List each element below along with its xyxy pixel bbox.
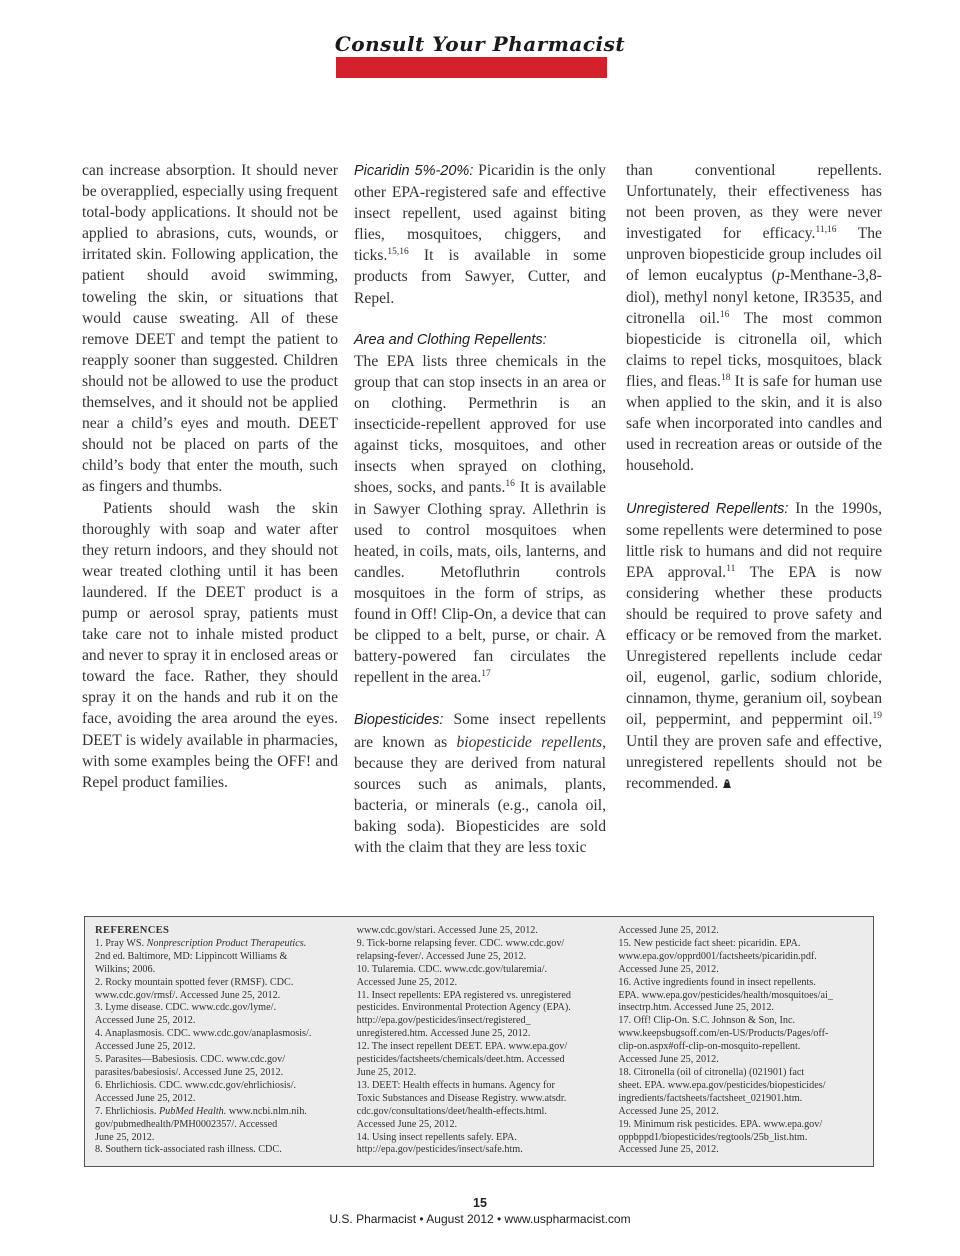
body-text: It is available in some products from Sawyer, Cutter, and Repel. [354,247,606,307]
reference-text: www.ncbi.nlm.nih. [226,1105,307,1117]
reference-line: sheet. EPA. www.epa.gov/pesticides/biopesticides/ [618,1079,826,1091]
reference-line: unregistered.htm. Accessed June 25, 2012. [356,1028,531,1040]
reference-line: clip-on.aspx#off-clip-on-mosquito-repellent. [618,1041,801,1053]
references-column-1 [95,925,340,1160]
reference-text: Accessed June 25, 2012. [95,1041,196,1053]
references-column-2 [357,925,602,1160]
citation: 16 [719,309,730,320]
header-accent-bar [336,57,607,78]
citation: 19 [872,711,882,722]
page-header [0,32,960,56]
reference-line [95,1067,340,1080]
body-text: , because they are derived from natural sources such as animals, plants, bacteria, or minerals (e.g., canola oil, baking soda). Biopesticides are sold with the claim that they are less toxic [354,733,606,856]
body-text: than conventional repellents. Unfortunately, their effectiveness has not been proven, as they were never investigated for efficacy. [626,162,882,243]
reference-line [95,1132,340,1145]
reference-text: Accessed June 25, 2012. [95,1015,196,1027]
reference-line: www.keepsbugsoff.com/en-US/Products/Pages/off- [618,1028,829,1040]
reference-line: June 25, 2012. [356,1066,417,1078]
body-text: Picaridin is the only other EPA-registered safe and effective insect repellent, used against biting flies, mosquitoes, chiggers, and ticks. [354,162,606,265]
body-text: The most common biopesticide is citronella oil, which claims to repel ticks, mosquitoes, black flies, and fleas. [626,309,882,390]
body-text: It is safe for human use when applied to the skin, and it is also safe when incorporated into candles and used in recreation areas or outside of the household. [626,372,882,475]
reference-line: 10. Tularemia. CDC. www.cdc.gov/tularemia/. [356,963,547,975]
reference-line: www.epa.gov/opprd001/factsheets/picaridin.pdf. [618,950,817,962]
paragraph-unregistered [626,498,882,794]
reference-line: EPA. www.epa.gov/pesticides/health/mosquitoes/ai_ [618,989,833,1001]
reference-text: 2nd ed. Baltimore, MD: Lippincott Williams & [95,950,288,962]
paragraph-area-clothing [354,330,606,689]
reference-line [95,964,340,977]
reference-text: Accessed June 25, 2012. [95,1092,196,1104]
reference-line: 9. Tick-borne relapsing fever. CDC. www.cdc.gov/ [356,937,565,949]
reference-text: 6. Ehrlichiosis. CDC. www.cdc.gov/ehrlichiosis/. [95,1079,297,1091]
reference-line: 18. Citronella (oil of citronella) (021901) fact [618,1066,805,1078]
citation: 11 [726,563,736,574]
reference-line: Accessed June 25, 2012. [618,1105,719,1117]
citation: 17 [481,669,491,680]
body-text: It is available in Sawyer Clothing spray. Allethrin is used to control mosquitoes when heated, in coils, mats, oils, lanterns, and candles. Metofluthrin controls mosquitoes in the form of strips, as found in Off! Clip-On, a device that can be clipped to a belt, purse, or chair. A battery-powered fan circulates the repellent in the area. [354,479,606,687]
body-text: -Menthane-3,8-diol), methyl nonyl ketone, IR3535, and citronella oil. [626,267,882,327]
reference-line: www.cdc.gov/stari. Accessed June 25, 2012. [356,925,538,936]
reference-line [95,1015,340,1028]
reference-line: Accessed June 25, 2012. [618,1144,719,1156]
reference-line: 12. The insect repellent DEET. EPA. www.epa.gov/ [356,1041,568,1053]
reference-text: June 25, 2012. [95,1131,155,1143]
text-column-3 [626,160,882,794]
reference-line: Accessed June 25, 2012. [618,963,719,975]
reference-line [95,1002,340,1015]
reference-line: 19. Minimum risk pesticides. EPA. www.epa.gov/ [618,1118,823,1130]
reference-line: 11. Insect repellents: EPA registered vs. unregistered [356,989,571,1001]
reference-line: 16. Active ingredients found in insect repellents. [618,976,816,988]
paragraph-picaridin [354,160,606,309]
reference-line [95,977,340,990]
reference-line: 17. Off! Clip-On. S.C. Johnson & Son, Inc. [618,1015,796,1027]
footer-publication-line: U.S. Pharmacist • August 2012 • www.uspharmacist.com [329,1212,631,1226]
reference-text: 1. Pray WS. [95,937,147,949]
paragraph: can increase absorption. It should never be overapplied, especially using frequent total-body applications. It should not be applied to abrasions, cuts, wounds, or irritated skin. Following application, the patient should avoid swimming, toweling the skin, or situations that would cause sweating. All of these remove DEET and tempt the patient to reapply sooner than suggested. Children should not be allowed to use the product themselves, and it should not be applied near a child’s eyes and mouth. DEET should not be placed on parts of the child’s body that enter the mouth, such as fingers and thumbs. [82,162,338,496]
reference-line: Accessed June 25, 2012. [356,1118,458,1130]
reference-title-italic: PubMed Health. [158,1105,227,1117]
page-number: 15 [473,1196,487,1210]
body-text-italic: p [776,267,785,285]
body-text: The EPA is now considering whether these products should be required to prove safety and efficacy or be removed from the market. Unregistered repellents include cedar oil, eugenol, garlic, sodium chloride, cinnamon, thyme, geranium oil, soybean oil, peppermint, and peppermint oil. [626,563,882,729]
paragraph: Patients should wash the skin thoroughly with soap and water after they return indoors, and they should not wear treated clothing until it has been laundered. If the DEET product is a pump or aerosol spray, patients must take care not to inhale misted product and never to spray it in enclosed areas or toward the face. Rather, they should spray it on the hands and rub it on the face, avoiding the area around the eyes. DEET is widely available in pharmacies, with some examples being the OFF! and Repel product families. [82,499,338,791]
reference-line: Accessed June 25, 2012. [618,925,719,936]
reference-line [95,1028,340,1041]
subheading-area-clothing: Area and Clothing Repellents: [354,331,547,348]
end-of-article-icon [722,774,732,784]
reference-line: relapsing-fever/. Accessed June 25, 2012. [356,950,527,962]
reference-line [95,1080,340,1093]
reference-line [95,1054,340,1067]
reference-text: 4. Anaplasmosis. CDC. www.cdc.gov/anaplasmosis/. [95,1028,312,1040]
subheading-biopesticides: Biopesticides: [354,712,444,729]
reference-line [95,1093,340,1106]
citation: 11,16 [815,225,837,236]
body-text: In the 1990s, some repellents were determined to pose little risk to humans and did not require EPA approval. [626,499,882,581]
reference-line: Accessed June 25, 2012. [356,976,458,988]
reference-text: 8. Southern tick-associated rash illness. CDC. [95,1144,282,1156]
body-text: The EPA lists three chemicals in the group that can stop insects in an area or on clothing. Permethrin is an insecticide-repellent approved for use against ticks, mosquitoes, and other insects when sprayed on clothing, shoes, socks, and pants. [354,352,606,497]
paragraph-biopesticides-cont [626,160,882,476]
reference-line [95,1041,340,1054]
reference-text: www.cdc.gov/rmsf/. Accessed June 25, 2012. [95,989,281,1001]
reference-text: Wilkins; 2006. [95,963,156,975]
body-text: The unproven biopesticide group includes oil of lemon eucalyptus ( [626,225,882,285]
section-title: Consult Your Pharmacist [334,32,626,56]
citation: 15,16 [387,247,409,258]
reference-line [95,938,340,951]
body-text-italic: biopesticide repellents [456,733,603,751]
citation: 16 [505,479,515,490]
reference-text: 3. Lyme disease. CDC. www.cdc.gov/lyme/. [95,1002,276,1014]
reference-title-italic: Nonprescription Product Therapeutics. [146,937,307,949]
reference-line: http://epa.gov/pesticides/insect/safe.htm. [356,1144,523,1156]
reference-line: insectrp.htm. Accessed June 25, 2012. [618,1002,774,1014]
subheading-picaridin: Picaridin 5%-20%: [354,163,474,179]
subheading-unregistered: Unregistered Repellents: [626,500,789,517]
references-column-3 [618,925,863,1160]
reference-text: parasites/babesiosis/. Accessed June 25, 2012. [95,1066,284,1078]
body-text: Some insect repellents are known as [354,711,606,751]
reference-text: 7. Ehrlichiosis. [95,1105,159,1117]
reference-line: ingredients/factsheets/factsheet_021901.htm. [618,1092,803,1104]
reference-line: pesticides/factsheets/chemicals/deet.htm. Accessed [356,1054,565,1066]
reference-line: cdc.gov/consultations/deet/health-effects.html. [356,1105,547,1117]
references-box [84,916,874,1167]
reference-line: pesticides. Environmental Protection Agency (EPA). [356,1002,571,1014]
reference-line: http://epa.gov/pesticides/insect/registered_ [356,1015,531,1027]
body-text: Until they are proven safe and effective, unregistered repellents should not be recommended. [626,732,882,792]
reference-line [95,990,340,1003]
reference-text: 2. Rocky mountain spotted fever (RMSF). CDC. [95,976,294,988]
reference-line [95,1106,340,1119]
references-title: REFERENCES [95,925,170,936]
citation: 18 [720,372,731,383]
reference-line: 14. Using insect repellents safely. EPA. [356,1131,517,1143]
reference-line: 15. New pesticide fact sheet: picaridin. EPA. [618,937,801,949]
text-column-1 [82,160,338,793]
reference-line: Accessed June 25, 2012. [618,1054,719,1066]
reference-line [95,1144,340,1157]
reference-line [95,1119,340,1132]
reference-line: 13. DEET: Health effects in humans. Agency for [356,1079,555,1091]
reference-text: gov/pubmedhealth/PMH0002357/. Accessed [95,1118,278,1130]
reference-line: oppbppd1/biopesticides/regtools/25b_list.htm. [618,1131,808,1143]
reference-line: Toxic Substances and Disease Registry. www.atsdr. [356,1092,567,1104]
reference-text: 5. Parasites—Babesiosis. CDC. www.cdc.gov/ [95,1054,286,1066]
reference-line [95,951,340,964]
paragraph-biopesticides [354,709,606,858]
text-column-2 [354,160,606,858]
